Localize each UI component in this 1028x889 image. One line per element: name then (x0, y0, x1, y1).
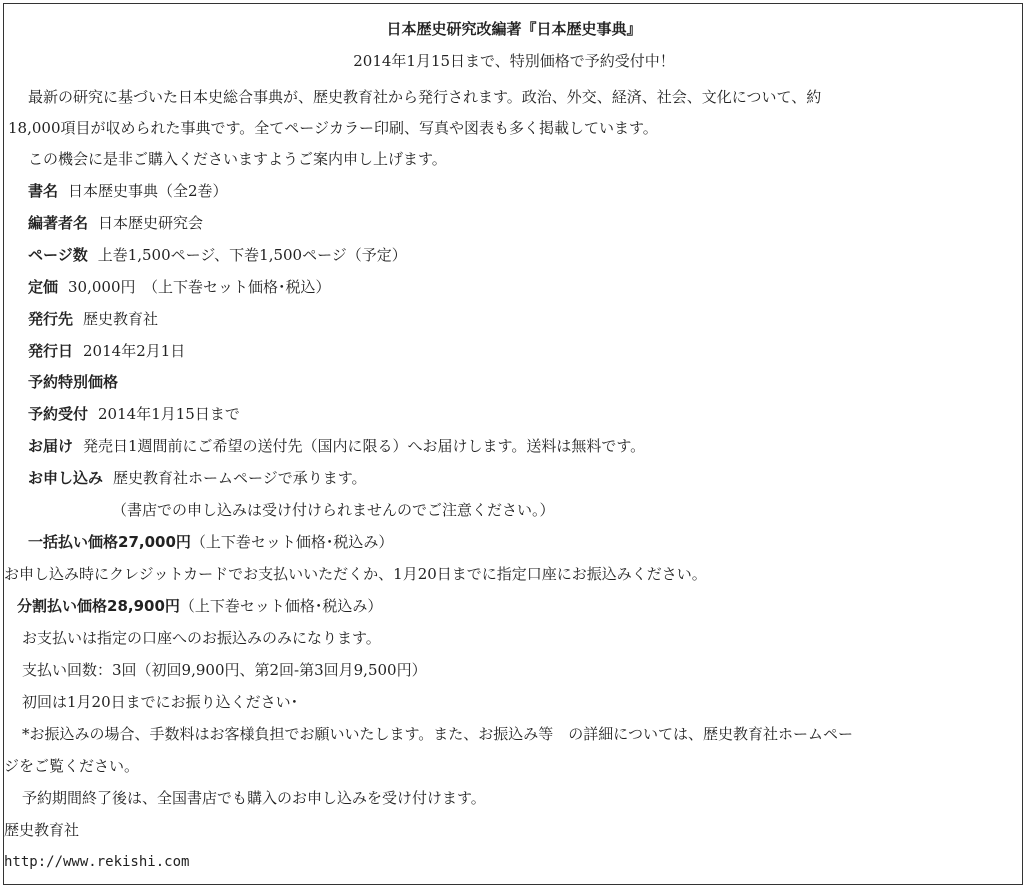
installment-line-1: お支払いは指定の口座へのお振込みのみになります。 (22, 629, 381, 647)
document-subtitle: 2014年1月15日まで、特別価格で予約受付中！ (353, 52, 675, 70)
publisher-name: 歴史教育社 (4, 821, 80, 839)
detail-row-publisher (28, 309, 158, 329)
detail-row-editor (28, 213, 203, 233)
detail-label: 発行先 (28, 310, 74, 328)
detail-label: 発行日 (28, 342, 74, 360)
lump-sum-desc: お申し込み時にクレジットカードでお支払いいただくか、1月20日までに指定口座にお振込みください。 (4, 565, 707, 583)
installment-heading (17, 596, 382, 616)
intro-line-3: この機会に是非ご購入くださいますようご案内申し上げます。 (28, 150, 447, 168)
detail-label: 書名 (28, 182, 59, 200)
special-delivery (28, 436, 645, 456)
detail-row-pages (28, 245, 407, 265)
detail-value: 2014年2月1日 (83, 342, 186, 360)
installment-note: （上下巻セット価格･税込み） (179, 597, 383, 615)
detail-row-title (28, 181, 228, 201)
special-deadline-label: 予約受付 (28, 405, 89, 423)
installment-line-3: 初回は1月20日までにお振り込ください･ (22, 693, 299, 711)
special-apply-label: お申し込み (28, 469, 104, 487)
special-apply (28, 468, 367, 488)
intro-line-2: 18,000項目が収められた事典です。全てページカラー印刷、写真や図表も多く掲載しています。 (8, 119, 658, 137)
footnote-line-2: ジをご覧ください。 (4, 757, 140, 775)
lump-sum-note: （上下巻セット価格･税込み） (190, 533, 394, 551)
special-apply-note: （書店での申し込みは受け付けられませんのでご注意ください。） (112, 501, 555, 519)
detail-value: 上巻1,500ページ、下巻1,500ページ（予定） (97, 246, 407, 264)
detail-value: 30,000円 （上下巻セット価格･税込） (68, 278, 331, 296)
publisher-url[interactable]: http://www.rekishi.com (4, 854, 190, 870)
special-heading: 予約特別価格 (28, 373, 119, 391)
detail-value: 日本歴史事典（全2巻） (68, 182, 228, 200)
special-delivery-label: お届け (28, 437, 74, 455)
detail-label: 定価 (28, 278, 59, 296)
document-title: 日本歴史研究改編著『日本歴史事典』 (386, 20, 642, 38)
lump-sum-heading (28, 532, 393, 552)
special-deadline-value: 2014年1月15日まで (98, 405, 240, 423)
lump-sum-label: 一括払い価格27,000円 (28, 533, 191, 551)
detail-value: 日本歴史研究会 (98, 214, 204, 232)
special-deadline (28, 404, 240, 424)
detail-row-price (28, 277, 331, 297)
detail-row-date (28, 341, 185, 361)
installment-label: 分割払い価格28,900円 (17, 597, 180, 615)
detail-label: 編著者名 (28, 214, 89, 232)
footnote-line-1: *お振込みの場合、手数料はお客様負担でお願いいたします。また、お振込み等 の詳細については、歴史教育社ホームペー (22, 725, 854, 743)
special-delivery-value: 発売日1週間前にご希望の送付先（国内に限る）へお届けします。送料は無料です。 (83, 437, 646, 455)
special-apply-value: 歴史教育社ホームページで承ります。 (113, 469, 367, 487)
detail-label: ページ数 (28, 246, 88, 264)
detail-value: 歴史教育社 (83, 310, 159, 328)
closing-text: 予約期間終了後は、全国書店でも購入のお申し込みを受け付けます。 (22, 789, 486, 807)
installment-line-2: 支払い回数：3回（初回9,900円、第2回-第3回月9,500円） (22, 661, 427, 679)
intro-line-1: 最新の研究に基づいた日本史総合事典が、歴史教育社から発行されます。政治、外交、経済、社会、文化について、約 (28, 88, 822, 106)
